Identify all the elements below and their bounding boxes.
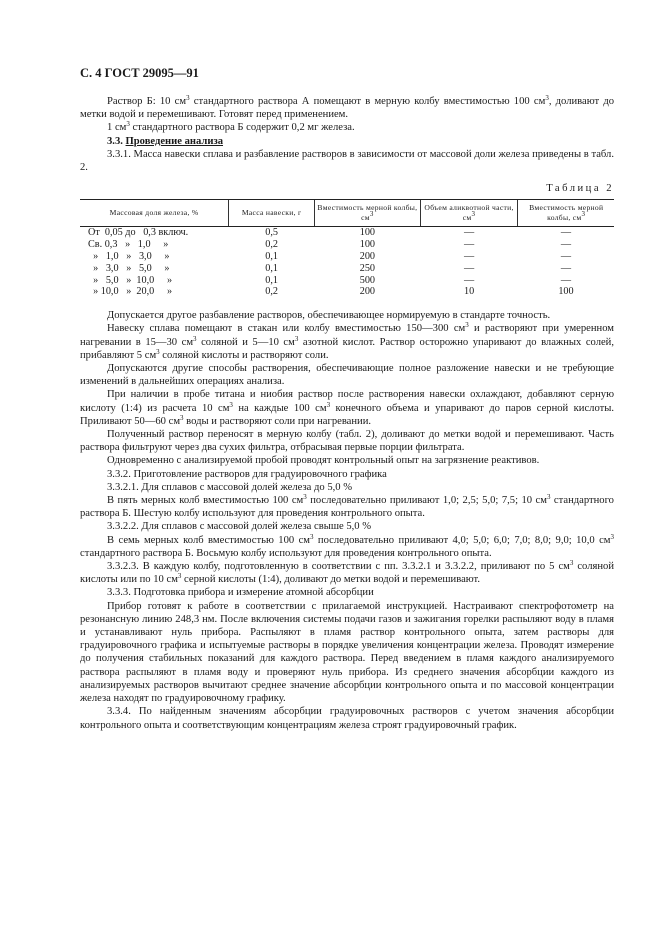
table-row: » 3,0 » 5,0 » 0,1 250 — — (88, 262, 572, 274)
table-row: » 10,0 » 20,0 » 0,2 200 10 100 (88, 286, 574, 298)
table-row: Св. 0,3 » 1,0 » 0,2 100 — — (88, 239, 572, 251)
paragraph-3-3-1: 3.3.1. Масса навески сплава и разбавление растворов в зависимости от массовой доли железа приведены в табл. 2. (80, 148, 614, 174)
section-heading-3-3-2: 3.3.2. Приготовление растворов для градуировочного графика (107, 468, 387, 480)
table-row: От 0,05 до 0,3 включ. 0,5 100 — — (88, 227, 572, 239)
document-body (80, 95, 614, 732)
paragraph-titanium-niobium: При наличии в пробе титана и ниобия раствор после растворения навески охлаждают, добавляют серную кислоту (1:4) из расчета 10 $см^3$ на каждые 100 $см^3$ конечного объема и упаривают до паров серной кислоты. Приливают 50—60 $см^3$ воды и растворяют соли при нагревании. (80, 389, 615, 427)
header-iron-fraction: Массовая доля железа, % (80, 200, 229, 227)
section-title: Проведение анализа (125, 135, 224, 147)
page-header: С. 4 ГОСТ 29095—91 (80, 66, 199, 80)
paragraph-seven-flasks: В семь мерных колб вместимостью 100 $см^3$ последовательно приливают 4,0; 5,0; 6,0; 7,0; 8,0; 9,0; 10,0 $см^3$ стандартного раствора Б. Восьмую колбу используют для проведения контрольного опыта. (80, 532, 614, 559)
section-heading-3-3: 3.3. Проведение анализа (107, 135, 224, 147)
section-heading-3-3-3: 3.3.3. Подготовка прибора и измерение атомной абсорбции (107, 587, 374, 599)
table-header-row (80, 200, 614, 227)
header-aliquot-volume: Объем аликвотной части, $см^3$ (420, 200, 518, 227)
section-heading-3-3-2-1: 3.3.2.1. Для сплавов с массовой долей железа до 5,0 % (107, 481, 353, 493)
paragraph-sample-dissolution: Навеску сплава помещают в стакан или колбу вместимостью 150—300 $см^3$ и растворяют при умеренном нагревании в 15—30 $см^3$ соляной и 5—10 $см^3$ азотной кислот. Раствор осторожно упаривают до влажных солей, прибавляют 5 $см^3$ соляной кислоты и растворяют соли. (80, 321, 615, 361)
table-row: » 1,0 » 3,0 » 0,1 200 — — (88, 251, 572, 263)
paragraph-five-flasks: В пять мерных колб вместимостью 100 $см^3$ последовательно приливают 1,0; 2,5; 5,0; 7,5; 10 $см^3$ стандартного раствора Б. Шестую колбу используют для проведения контрольного опыта. (80, 493, 614, 520)
paragraph-other-methods: Допускаются другие способы растворения, обеспечивающие полное разложение навески и не требующие изменений в дальнейших операциях анализа. (80, 363, 614, 388)
header-flask-volume: Вместимость мерной колбы, $см^3$ (315, 200, 421, 227)
header-flask-volume-2: Вместимость мерной колбы, $см^3$ (518, 200, 614, 227)
paragraph-solution-b-content: 1 $см^3$ стандартного раствора Б содержит 0,2 мг железа. (107, 120, 355, 134)
section-heading-3-3-2-2: 3.3.2.2. Для сплавов с массовой долей железа свыше 5,0 % (107, 521, 372, 533)
paragraph-device-preparation: Прибор готовят к работе в соответствии с прилагаемой инструкцией. Настраивают спектрофотометр на резонансную линию 248,3 нм. После включения системы подачи газов и зажигания горелки распыляют воду в пламя и устанавливают нуль прибора. Распыляют в пламя раствор контрольного опыта, затем растворы для градуировочного графика и испытуемые растворы в порядке увеличения концентрации железа. Проводят измерение до получения стабильных показаний для каждого раствора. Перед введением в пламя каждого анализируемого раствора распыляют в пламя воду и проверяют нуль прибора. Из среднего значения абсорбции каждого из анализируемых растворов вычитают среднее значение абсорбции контрольного опыта и по массовой концентрации железа находят по градуировочному графику. (80, 600, 614, 705)
table-caption: Таблица 2 (546, 183, 614, 195)
header-sample-mass: Масса навески, г (229, 200, 315, 227)
paragraph-allow-dilution: Допускается другое разбавление растворов, обеспечивающее нормируемую в стандарте точность. (107, 310, 551, 322)
paragraph-solution-b: Раствор Б: 10 $см^3$ стандартного раствора А помещают в мерную колбу вместимостью 100 $см^3$, доливают до метки водой и перемешивают. Готовят перед применением. (80, 94, 615, 121)
table-row: » 5,0 » 10,0 » 0,1 500 — — (88, 274, 572, 286)
paragraph-3-3-4: 3.3.4. По найденным значениям абсорбции градуировочных растворов с учетом значения абсорбции контрольного опыта и соответствующим концентрациям железа строят градуировочный график. (80, 706, 614, 731)
paragraph-3-3-2-3: 3.3.2.3. В каждую колбу, подготовленную в соответствии с пп. 3.3.2.1 и 3.3.2.2, приливают по 5 $см^3$ соляной кислоты или по 10 $см^3$ серной кислоты (1:4), доливают до метки водой и перемешивают. (80, 559, 614, 586)
paragraph-control-experiment: Одновременно с анализируемой пробой проводят контрольный опыт на загрязнение реактивов. (107, 455, 540, 467)
data-table (80, 199, 614, 298)
paragraph-transfer-solution: Полученный раствор переносят в мерную колбу (табл. 2), доливают до метки водой и перемешивают. Часть раствора фильтруют через два сухих фильтра, отбрасывая первые порции фильтрата. (80, 429, 614, 454)
